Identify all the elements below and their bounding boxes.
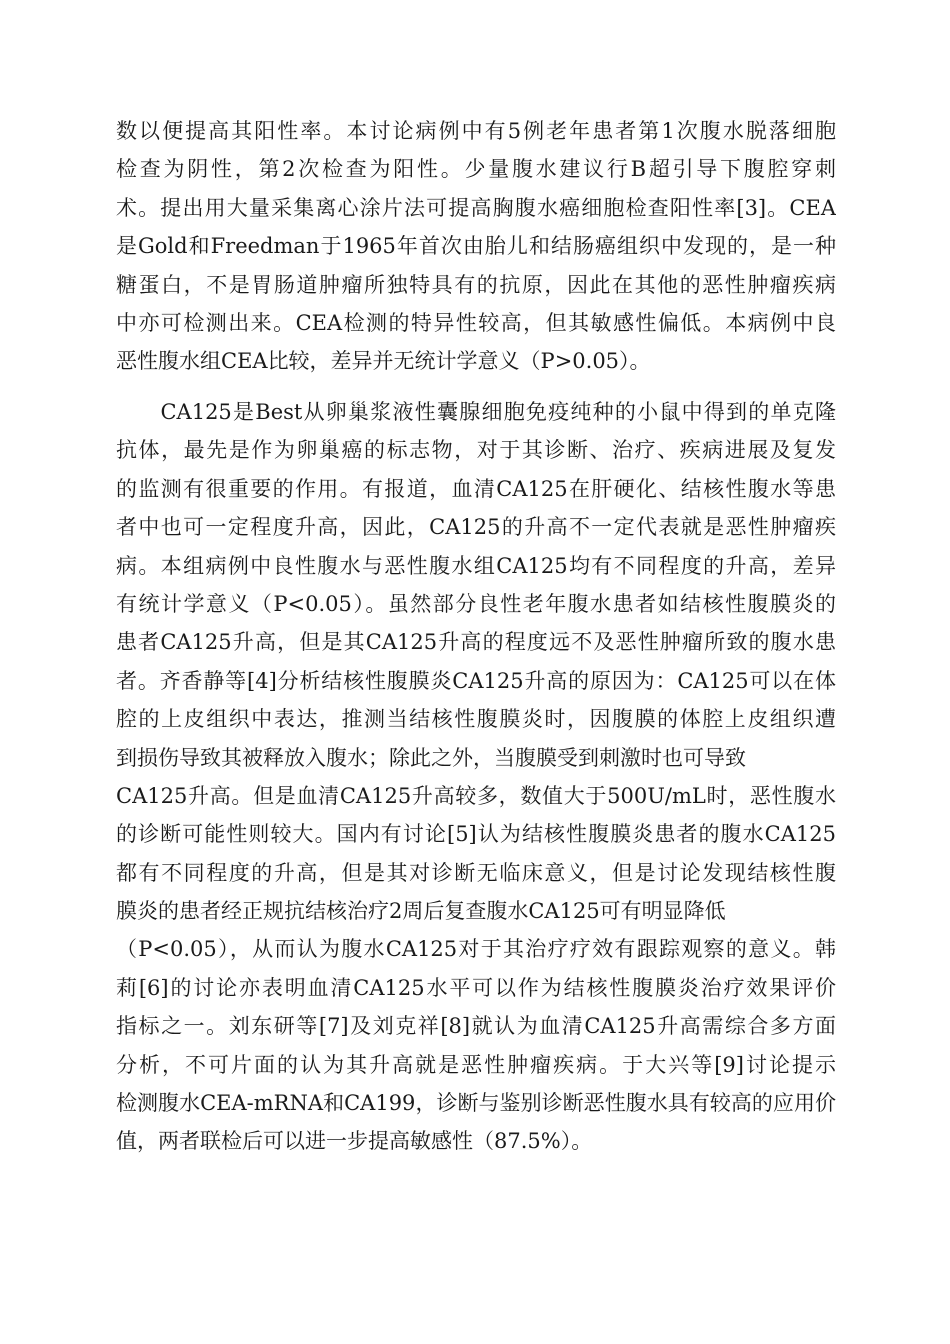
text-line: 膜炎的患者经正规抗结核治疗2周后复查腹水CA125可有明显降低 <box>116 899 726 924</box>
text-line: 是Gold和Freedman于1965年首次由胎儿和结肠癌组织中发现的，是一种 <box>116 234 836 259</box>
text-line: 腔的上皮组织中表达，推测当结核性腹膜炎时，因腹膜的体腔上皮组织遭 <box>116 707 836 732</box>
text-line: 有统计学意义（P<0.05）。虽然部分良性老年腹水患者如结核性腹膜炎的 <box>116 591 836 616</box>
text-line: 抗体，最先是作为卵巢癌的标志物，对于其诊断、治疗、疾病进展及复发 <box>116 438 836 463</box>
text-line: 病。本组病例中良性腹水与恶性腹水组CA125均有不同程度的升高，差异 <box>116 553 836 578</box>
text-line: CA125是Best从卵巢浆液性囊腺细胞免疫纯种的小鼠中得到的单克隆 <box>116 400 836 424</box>
text-line: 术。提出用大量采集离心涂片法可提高胸腹水癌细胞检查阳性率[3]。CEA <box>116 195 836 220</box>
text-line: 糖蛋白，不是胃肠道肿瘤所独特具有的抗原，因此在其他的恶性肿瘤疾病 <box>116 272 836 297</box>
text-line: 检测腹水CEA-mRNA和CA199，诊断与鉴别诊断恶性腹水具有较高的应用价 <box>116 1091 836 1116</box>
text-line: 值，两者联检后可以进一步提高敏感性（87.5%）。 <box>116 1129 593 1154</box>
text-line: 的监测有很重要的作用。有报道，血清CA125在肝硬化、结核性腹水等患 <box>116 476 836 501</box>
text-line: 指标之一。刘东研等[7]及刘克祥[8]就认为血清CA125升高需综合多方面 <box>116 1014 836 1039</box>
text-line: 中亦可检测出来。CEA检测的特异性较高，但其敏感性偏低。本病例中良 <box>116 310 836 335</box>
text-line: 恶性腹水组CEA比较，差异并无统计学意义（P>0.05）。 <box>116 349 651 374</box>
text-line: 的诊断可能性则较大。国内有讨论[5]认为结核性腹膜炎患者的腹水CA125 <box>116 822 836 847</box>
paragraph-1 <box>116 112 836 381</box>
paragraph-2 <box>116 393 836 1161</box>
text-line: 者。齐香静等[4]分析结核性腹膜炎CA125升高的原因为：CA125可以在体 <box>116 668 836 693</box>
text-line: 都有不同程度的升高，但是其对诊断无临床意义，但是讨论发现结核性腹 <box>116 860 836 885</box>
text-line: 莉[6]的讨论亦表明血清CA125水平可以作为结核性腹膜炎治疗效果评价 <box>116 975 836 1000</box>
text-line: 患者CA125升高，但是其CA125升高的程度远不及恶性肿瘤所致的腹水患 <box>116 630 836 655</box>
text-line: 检查为阴性，第2次检查为阳性。少量腹水建议行B超引导下腹腔穿刺 <box>116 157 836 182</box>
text-line: 者中也可一定程度升高，因此，CA125的升高不一定代表就是恶性肿瘤疾 <box>116 515 836 540</box>
text-line: （P<0.05），从而认为腹水CA125对于其治疗疗效有跟踪观察的意义。韩 <box>116 937 836 962</box>
text-line: 分析，不可片面的认为其升高就是恶性肿瘤疾病。于大兴等[9]讨论提示 <box>116 1052 836 1077</box>
text-line: CA125升高。但是血清CA125升高较多，数值大于500U/mL时，恶性腹水 <box>116 783 836 808</box>
text-line: 数以便提高其阳性率。本讨论病例中有5例老年患者第1次腹水脱落细胞 <box>116 119 836 143</box>
text-line: 到损伤导致其被释放入腹水；除此之外，当腹膜受到刺激时也可导致 <box>116 745 746 770</box>
